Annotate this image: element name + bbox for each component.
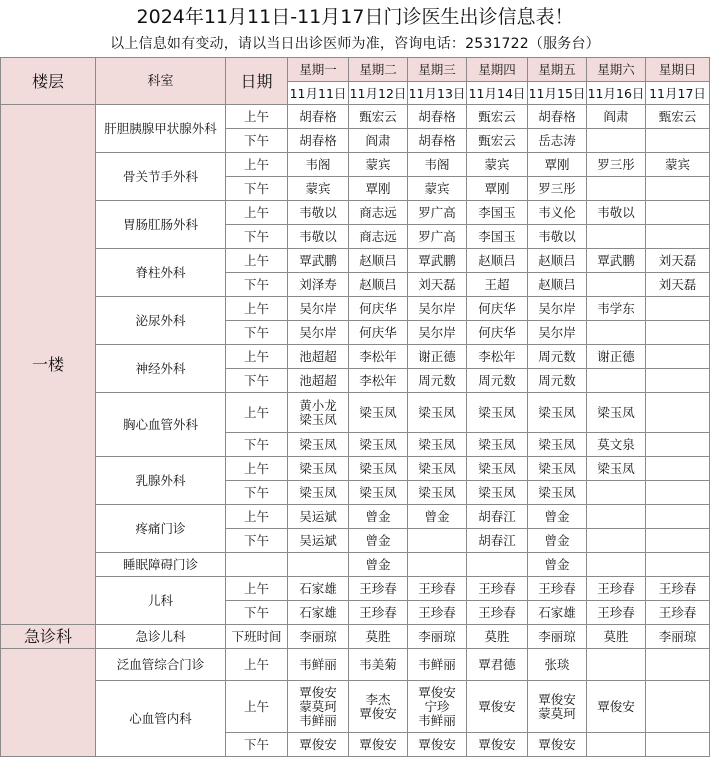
doctor-cell: 刘天磊: [646, 249, 710, 273]
session-cell: 上午: [226, 297, 288, 321]
doctor-cell: 蒙宾: [349, 153, 408, 177]
doctor-cell: 覃俊安 宁珍 韦鲜丽: [408, 681, 467, 733]
doctor-cell: [646, 345, 710, 369]
doctor-cell: 曾金: [528, 553, 587, 577]
doctor-cell: 韦敬以: [288, 225, 349, 249]
doctor-cell: [646, 177, 710, 201]
doctor-cell: 王珍春: [349, 577, 408, 601]
doctor-cell: 刘天磊: [408, 273, 467, 297]
doctor-cell: 梁玉凤: [467, 457, 528, 481]
table-row: [1, 201, 710, 225]
doctor-cell: 池超超: [288, 369, 349, 393]
doctor-cell: 吴尔岸: [528, 297, 587, 321]
doctor-cell: 莫胜: [587, 625, 646, 649]
session-cell: 下午: [226, 433, 288, 457]
doctor-cell: 李松年: [349, 345, 408, 369]
doctor-cell: 吴尔岸: [288, 321, 349, 345]
department-name: 儿科: [96, 577, 226, 625]
doctor-cell: 蒙宾: [646, 153, 710, 177]
doctor-cell: 梁玉凤: [408, 393, 467, 433]
doctor-cell: 池超超: [288, 345, 349, 369]
weekday-header: 星期二: [349, 58, 408, 82]
doctor-cell: 梁玉凤: [408, 457, 467, 481]
doctor-cell: [587, 177, 646, 201]
doctor-cell: 王珍春: [646, 577, 710, 601]
doctor-cell: 吴尔岸: [408, 321, 467, 345]
doctor-cell: 韦美菊: [349, 649, 408, 681]
department-name: 心血管内科: [96, 681, 226, 757]
doctor-cell: [587, 273, 646, 297]
table-row: [1, 553, 710, 577]
doctor-cell: 梁玉凤: [408, 433, 467, 457]
doctor-cell: 曾金: [408, 505, 467, 529]
doctor-cell: [587, 129, 646, 153]
doctor-cell: 赵顺吕: [349, 273, 408, 297]
doctor-cell: 王珍春: [408, 577, 467, 601]
department-name: 乳腺外科: [96, 457, 226, 505]
doctor-cell: 曾金: [349, 529, 408, 553]
doctor-cell: 甄宏云: [467, 105, 528, 129]
department-name: 胃肠肛肠外科: [96, 201, 226, 249]
doctor-cell: 梁玉凤: [467, 433, 528, 457]
doctor-cell: 吴运斌: [288, 529, 349, 553]
doctor-cell: 莫胜: [349, 625, 408, 649]
doctor-cell: [646, 553, 710, 577]
doctor-cell: 甄宏云: [646, 105, 710, 129]
doctor-cell: 梁玉凤: [349, 481, 408, 505]
doctor-cell: 何庆华: [467, 297, 528, 321]
notice-text: 以上信息如有变动，请以当日出诊医师为准，咨询电话：2531722（服务台）: [110, 36, 600, 52]
doctor-cell: 韦鲜丽: [288, 649, 349, 681]
doctor-cell: [646, 201, 710, 225]
doctor-cell: 李丽琼: [646, 625, 710, 649]
doctor-cell: 曾金: [528, 529, 587, 553]
doctor-cell: [587, 553, 646, 577]
doctor-cell: [587, 481, 646, 505]
table-row: [1, 457, 710, 481]
doctor-cell: 胡春格: [408, 129, 467, 153]
doctor-cell: 阎肃: [587, 105, 646, 129]
doctor-cell: 吴尔岸: [528, 321, 587, 345]
doctor-cell: 周元数: [528, 345, 587, 369]
doctor-cell: 梁玉凤: [288, 457, 349, 481]
doctor-cell: 石家雄: [528, 601, 587, 625]
doctor-cell: 胡春江: [467, 529, 528, 553]
doctor-cell: 刘天磊: [646, 273, 710, 297]
session-cell: 上午: [226, 505, 288, 529]
doctor-cell: 罗广高: [408, 201, 467, 225]
doctor-cell: 周元数: [528, 369, 587, 393]
doctor-cell: 韦敬以: [587, 201, 646, 225]
doctor-cell: 覃刚: [528, 153, 587, 177]
doctor-cell: 王珍春: [408, 601, 467, 625]
doctor-cell: 覃俊安: [528, 733, 587, 757]
doctor-cell: 曾金: [349, 553, 408, 577]
weekday-header: 星期六: [587, 58, 646, 82]
doctor-cell: [408, 529, 467, 553]
doctor-cell: [646, 369, 710, 393]
doctor-cell: 周元数: [408, 369, 467, 393]
schedule-table: [0, 57, 710, 757]
doctor-cell: 甄宏云: [349, 105, 408, 129]
date-cell: 11月11日: [288, 82, 349, 105]
doctor-cell: 莫胜: [467, 625, 528, 649]
doctor-cell: [646, 321, 710, 345]
doctor-cell: 覃武鹏: [587, 249, 646, 273]
floor-label: 急诊科: [1, 625, 96, 649]
doctor-cell: 覃武鹏: [288, 249, 349, 273]
doctor-cell: 梁玉凤: [408, 481, 467, 505]
doctor-cell: [646, 393, 710, 433]
weekday-header: 星期日: [646, 58, 710, 82]
session-cell: 下午: [226, 129, 288, 153]
date-cell: 11月14日: [467, 82, 528, 105]
doctor-cell: [587, 369, 646, 393]
doctor-cell: 胡春格: [288, 105, 349, 129]
doctor-cell: 覃俊安: [288, 733, 349, 757]
table-row: [1, 681, 710, 733]
session-cell: 上午: [226, 649, 288, 681]
doctor-cell: 覃俊安: [587, 681, 646, 733]
date-cell: 11月13日: [408, 82, 467, 105]
doctor-cell: 王珍春: [349, 601, 408, 625]
doctor-cell: 梁玉凤: [467, 393, 528, 433]
department-name: 睡眠障碍门诊: [96, 553, 226, 577]
session-cell: 上午: [226, 249, 288, 273]
doctor-cell: 吴尔岸: [288, 297, 349, 321]
doctor-cell: [587, 225, 646, 249]
doctor-cell: 梁玉凤: [528, 481, 587, 505]
doctor-cell: 李国玉: [467, 225, 528, 249]
department-name: 肝胆胰腺甲状腺外科: [96, 105, 226, 153]
table-row: [1, 345, 710, 369]
doctor-cell: 赵顺吕: [528, 273, 587, 297]
session-cell: 上午: [226, 457, 288, 481]
doctor-cell: 梁玉凤: [467, 481, 528, 505]
floor-label: 一楼: [1, 105, 96, 625]
doctor-cell: 商志远: [349, 225, 408, 249]
doctor-cell: 韦阁: [408, 153, 467, 177]
doctor-cell: 曾金: [349, 505, 408, 529]
session-cell: [226, 553, 288, 577]
doctor-cell: 谢正德: [587, 345, 646, 369]
table-row: [1, 505, 710, 529]
doctor-cell: 王珍春: [528, 577, 587, 601]
department-header: 科室: [96, 58, 226, 105]
doctor-cell: [408, 553, 467, 577]
doctor-cell: 石家雄: [288, 601, 349, 625]
table-row: [1, 58, 710, 82]
session-cell: 上午: [226, 105, 288, 129]
doctor-cell: 李松年: [349, 369, 408, 393]
doctor-cell: 梁玉凤: [349, 393, 408, 433]
doctor-cell: 周元数: [467, 369, 528, 393]
department-name: 骨关节手外科: [96, 153, 226, 201]
doctor-cell: 赵顺吕: [528, 249, 587, 273]
doctor-cell: 谢正德: [408, 345, 467, 369]
department-name: 神经外科: [96, 345, 226, 393]
doctor-cell: 李国玉: [467, 201, 528, 225]
doctor-cell: [646, 505, 710, 529]
doctor-cell: [646, 433, 710, 457]
date-cell: 11月15日: [528, 82, 587, 105]
doctor-cell: 王珍春: [646, 601, 710, 625]
doctor-cell: 王珍春: [467, 601, 528, 625]
doctor-cell: 韦敬以: [528, 225, 587, 249]
doctor-cell: 曾金: [528, 505, 587, 529]
session-cell: 下午: [226, 177, 288, 201]
doctor-cell: 何庆华: [349, 321, 408, 345]
doctor-cell: 覃君德: [467, 649, 528, 681]
doctor-cell: 韦阁: [288, 153, 349, 177]
doctor-cell: 胡春格: [408, 105, 467, 129]
doctor-cell: [587, 529, 646, 553]
date-cell: 11月17日: [646, 82, 710, 105]
doctor-cell: 黄小龙 梁玉凤: [288, 393, 349, 433]
doctor-cell: 覃刚: [467, 177, 528, 201]
doctor-cell: [587, 505, 646, 529]
session-cell: 下午: [226, 733, 288, 757]
doctor-cell: 罗三彤: [587, 153, 646, 177]
session-cell: 上午: [226, 153, 288, 177]
doctor-cell: 覃武鹏: [408, 249, 467, 273]
doctor-cell: 蒙宾: [408, 177, 467, 201]
doctor-cell: [646, 297, 710, 321]
table-row: [1, 249, 710, 273]
doctor-cell: 罗广高: [408, 225, 467, 249]
doctor-cell: [646, 457, 710, 481]
doctor-cell: 胡春格: [288, 129, 349, 153]
doctor-cell: 覃俊安 蒙莫珂 韦鲜丽: [288, 681, 349, 733]
doctor-cell: 李丽琼: [408, 625, 467, 649]
doctor-cell: [587, 321, 646, 345]
session-cell: 下午: [226, 321, 288, 345]
doctor-cell: 刘泽寿: [288, 273, 349, 297]
doctor-cell: [587, 733, 646, 757]
doctor-cell: 覃刚: [349, 177, 408, 201]
floor-label: [1, 649, 96, 757]
date-cell: 11月16日: [587, 82, 646, 105]
doctor-cell: 吴运斌: [288, 505, 349, 529]
doctor-cell: [587, 649, 646, 681]
doctor-cell: 罗三彤: [528, 177, 587, 201]
table-row: [1, 649, 710, 681]
date-header: 日期: [226, 58, 288, 105]
doctor-cell: 李丽琼: [528, 625, 587, 649]
department-name: 急诊儿科: [96, 625, 226, 649]
doctor-cell: 何庆华: [349, 297, 408, 321]
doctor-cell: 甄宏云: [467, 129, 528, 153]
doctor-cell: 梁玉凤: [349, 433, 408, 457]
doctor-cell: 覃俊安: [408, 733, 467, 757]
doctor-cell: 王超: [467, 273, 528, 297]
doctor-cell: 梁玉凤: [528, 433, 587, 457]
doctor-cell: 商志远: [349, 201, 408, 225]
doctor-cell: 王珍春: [587, 577, 646, 601]
doctor-cell: 覃俊安 蒙莫珂: [528, 681, 587, 733]
department-name: 泛血管综合门诊: [96, 649, 226, 681]
weekday-header: 星期三: [408, 58, 467, 82]
doctor-cell: 梁玉凤: [587, 393, 646, 433]
doctor-cell: 覃俊安: [467, 681, 528, 733]
table-row: [1, 393, 710, 433]
department-name: 泌尿外科: [96, 297, 226, 345]
table-row: [1, 153, 710, 177]
doctor-cell: 韦鲜丽: [408, 649, 467, 681]
session-cell: 下午: [226, 601, 288, 625]
department-name: 疼痛门诊: [96, 505, 226, 553]
doctor-cell: [288, 553, 349, 577]
doctor-cell: 韦学东: [587, 297, 646, 321]
doctor-cell: [467, 553, 528, 577]
doctor-cell: 蒙宾: [288, 177, 349, 201]
table-row: [1, 105, 710, 129]
doctor-cell: 梁玉凤: [288, 433, 349, 457]
doctor-cell: 张琰: [528, 649, 587, 681]
date-cell: 11月12日: [349, 82, 408, 105]
doctor-cell: 梁玉凤: [587, 457, 646, 481]
doctor-cell: [646, 529, 710, 553]
table-row: [1, 577, 710, 601]
doctor-cell: 李杰 覃俊安: [349, 681, 408, 733]
table-row: [1, 625, 710, 649]
weekday-header: 星期一: [288, 58, 349, 82]
doctor-cell: 莫文泉: [587, 433, 646, 457]
session-cell: 上午: [226, 345, 288, 369]
doctor-cell: 韦敬以: [288, 201, 349, 225]
doctor-cell: [646, 733, 710, 757]
doctor-cell: 梁玉凤: [349, 457, 408, 481]
session-cell: 下午: [226, 369, 288, 393]
session-cell: 上午: [226, 681, 288, 733]
doctor-cell: 梁玉凤: [288, 481, 349, 505]
session-cell: 下午: [226, 481, 288, 505]
session-cell: 下午: [226, 225, 288, 249]
doctor-cell: 阎肃: [349, 129, 408, 153]
doctor-cell: 何庆华: [467, 321, 528, 345]
doctor-cell: [646, 129, 710, 153]
department-name: 脊柱外科: [96, 249, 226, 297]
session-cell: 上午: [226, 577, 288, 601]
doctor-cell: 吴尔岸: [408, 297, 467, 321]
session-cell: 下午: [226, 529, 288, 553]
doctor-cell: 梁玉凤: [528, 457, 587, 481]
session-cell: 下班时间: [226, 625, 288, 649]
weekday-header: 星期四: [467, 58, 528, 82]
department-name: 胸心血管外科: [96, 393, 226, 457]
session-cell: 上午: [226, 393, 288, 433]
doctor-cell: 蒙宾: [467, 153, 528, 177]
doctor-cell: 王珍春: [587, 601, 646, 625]
session-cell: 上午: [226, 201, 288, 225]
doctor-cell: 李松年: [467, 345, 528, 369]
doctor-cell: 石家雄: [288, 577, 349, 601]
doctor-cell: 赵顺吕: [467, 249, 528, 273]
doctor-cell: 胡春江: [467, 505, 528, 529]
doctor-cell: 梁玉凤: [528, 393, 587, 433]
page-title: 2024年11月11日-11月17日门诊医生出诊信息表！: [136, 6, 574, 28]
doctor-cell: 岳志涛: [528, 129, 587, 153]
doctor-cell: 赵顺吕: [349, 249, 408, 273]
session-cell: 下午: [226, 273, 288, 297]
floor-header: 楼层: [1, 58, 96, 105]
weekday-header: 星期五: [528, 58, 587, 82]
doctor-cell: [646, 481, 710, 505]
doctor-cell: [646, 649, 710, 681]
doctor-cell: 胡春格: [528, 105, 587, 129]
doctor-cell: 覃俊安: [467, 733, 528, 757]
doctor-cell: [646, 225, 710, 249]
doctor-cell: 李丽琼: [288, 625, 349, 649]
table-row: [1, 297, 710, 321]
doctor-cell: 王珍春: [467, 577, 528, 601]
doctor-cell: 韦义伦: [528, 201, 587, 225]
doctor-cell: [646, 681, 710, 733]
doctor-cell: 覃俊安: [349, 733, 408, 757]
